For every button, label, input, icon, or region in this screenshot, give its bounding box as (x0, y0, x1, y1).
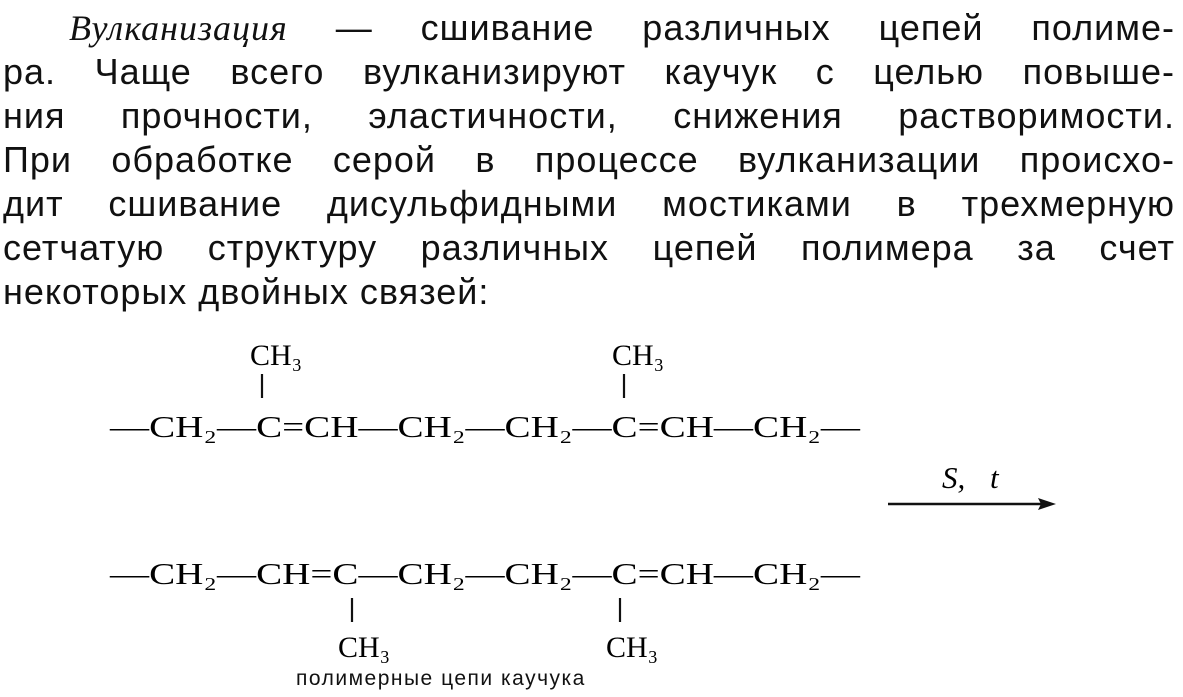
polymer-chain-2 (109, 556, 862, 664)
paragraph-line-7: некоторых двойных связей: (3, 271, 490, 312)
arrow-label-condition: t (990, 460, 999, 495)
term-vulcanization: Вулканизация (69, 8, 288, 48)
paragraph-line-4: При обработке серой в процессе вулканизации происхо- (3, 139, 1175, 180)
chain-2-main: —CH₂—CH=C—CH₂—CH₂—C=CH—CH₂— (108, 556, 862, 591)
chain-2-substituent-left: CH₃ (338, 631, 391, 664)
paragraph-line-5: дит сшивание дисульфидными мостиками в трехмерную (3, 183, 1175, 224)
chain-1-substituent-right: CH₃ (612, 339, 665, 372)
paragraph-line-1-text: — сшивание различных цепей полиме- (287, 7, 1175, 48)
polymer-chain-1 (109, 339, 862, 444)
paragraph-line-6: сетчатую структуру различных цепей полимера за счет (3, 227, 1175, 268)
chain-1-main: —CH₂—C=CH—CH₂—CH₂—C=CH—CH₂— (108, 409, 862, 444)
chain-2-substituent-right: CH₃ (606, 631, 659, 664)
reaction-arrow (888, 460, 1056, 510)
paragraph-line-2: ра. Чаще всего вулканизируют каучук с целью повыше- (3, 51, 1175, 92)
chain-1-substituent-left: CH₃ (250, 339, 303, 372)
arrow-label-reagent: S, (942, 460, 966, 495)
scheme-caption: полимерные цепи каучука (296, 667, 586, 690)
paragraph-line-3: ния прочности, эластичности, снижения растворимости. (3, 95, 1175, 136)
